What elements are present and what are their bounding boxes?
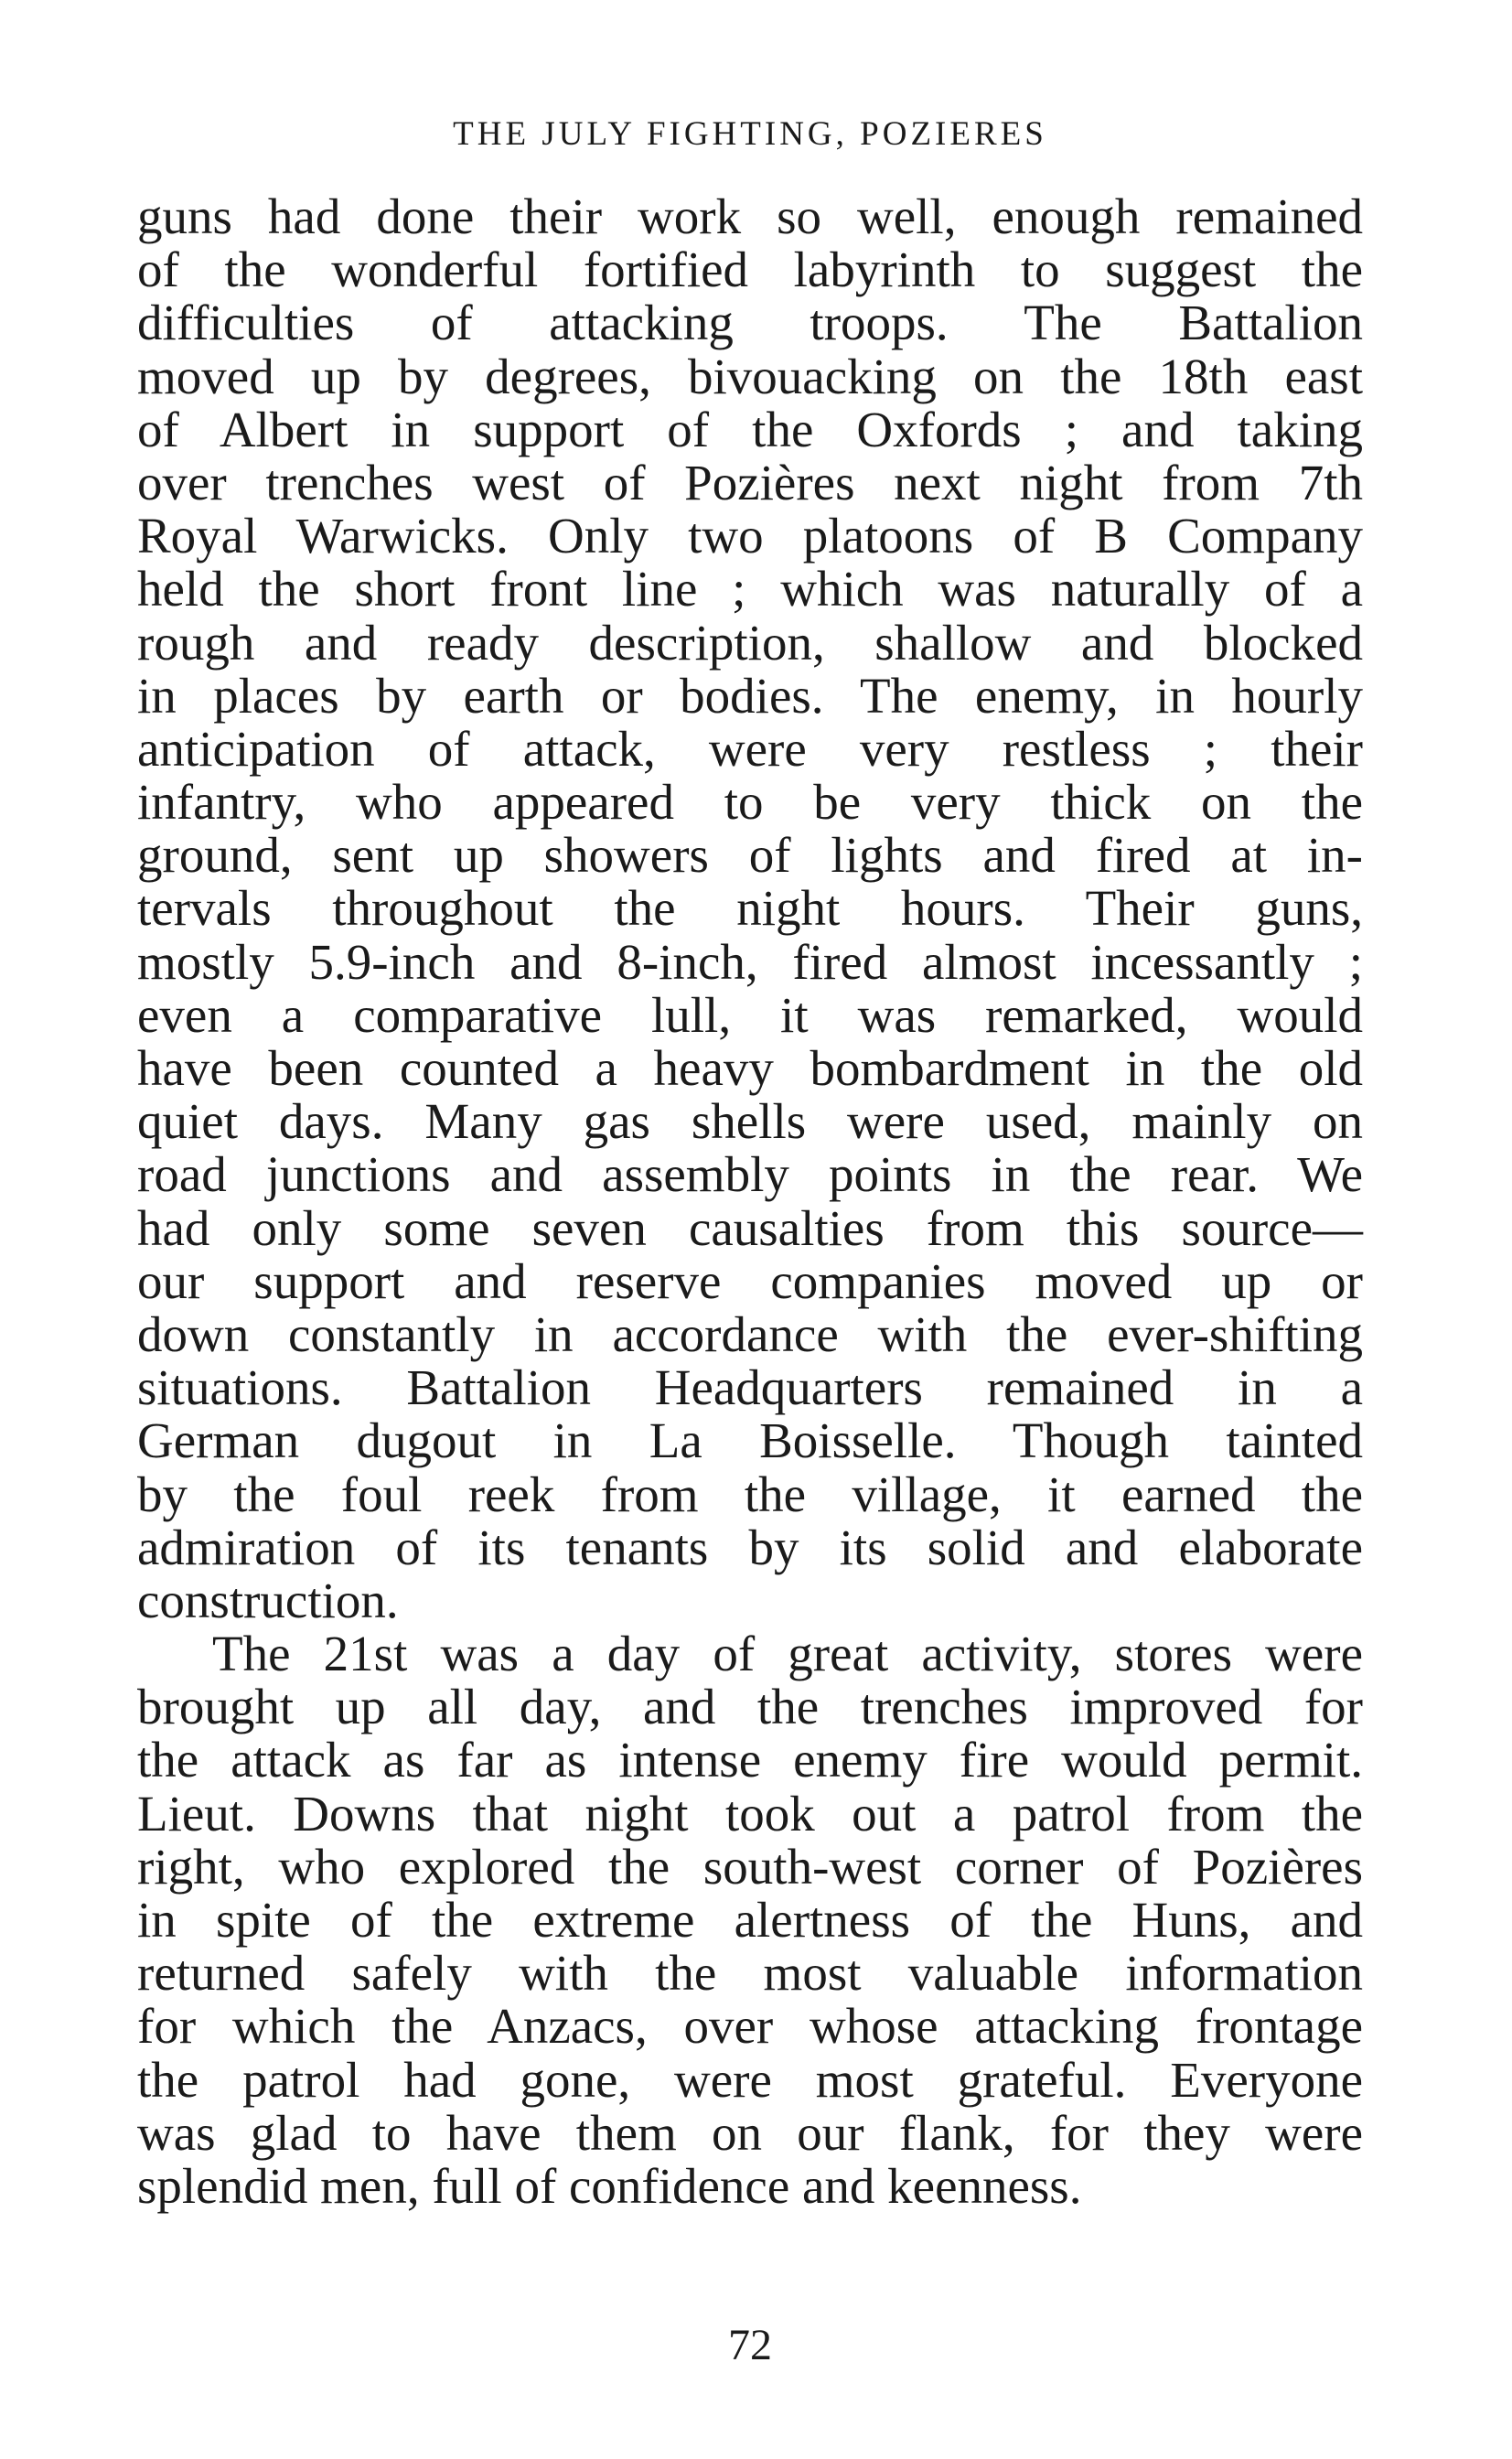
paragraph-line: difficulties of attacking troops. The Battalion	[137, 295, 1363, 351]
running-head: THE JULY FIGHTING, POZIERES	[453, 115, 1047, 153]
paragraph-line: right, who explored the south-west corner of Pozières	[137, 1838, 1363, 1895]
paragraph-line: have been counted a heavy bombardment in the old	[137, 1040, 1363, 1096]
paragraph-line: held the short front line ; which was naturally of a	[137, 561, 1363, 617]
paragraph-line: anticipation of attack, were very restless ; their	[137, 720, 1363, 777]
paragraph-line: of the wonderful fortified labyrinth to suggest the	[137, 242, 1363, 298]
paragraph-line: construction.	[137, 1572, 399, 1628]
paragraph-line: in places by earth or bodies. The enemy, in hourly	[137, 667, 1363, 724]
paragraph-line: situations. Battalion Headquarters remained in a	[137, 1359, 1363, 1416]
paragraph-line: even a comparative lull, it was remarked, would	[137, 986, 1363, 1043]
paragraph-line: rough and ready description, shallow and blocked	[137, 614, 1363, 671]
paragraph-line: Royal Warwicks. Only two platoons of B Company	[137, 508, 1363, 564]
paragraph-line: had only some seven causalties from this source—	[137, 1199, 1363, 1256]
paragraph-line: by the foul reek from the village, it earned the	[137, 1466, 1363, 1522]
paragraph-line: in spite of the extreme alertness of the Huns, and	[137, 1892, 1363, 1948]
paragraph-line: admiration of its tenants by its solid and elaborate	[137, 1519, 1363, 1575]
paragraph-line: ground, sent up showers of lights and fired at in-	[137, 827, 1363, 884]
paragraph-line: tervals throughout the night hours. Their guns,	[137, 880, 1363, 937]
paragraph-line: splendid men, full of confidence and keenness.	[137, 2157, 1082, 2214]
paragraph-line: Lieut. Downs that night took out a patrol from the	[137, 1785, 1363, 1842]
paragraph-line: the patrol had gone, were most grateful. Everyone	[137, 2051, 1363, 2108]
paragraph-line: infantry, who appeared to be very thick on the	[137, 774, 1363, 831]
paragraph-line: road junctions and assembly points in the rear. We	[137, 1146, 1363, 1203]
paragraph-line: for which the Anzacs, over whose attacking frontage	[137, 1998, 1363, 2055]
paragraph-line: over trenches west of Pozières next night from 7th	[137, 454, 1363, 510]
paragraph-line: brought up all day, and the trenches improved for	[137, 1679, 1363, 1735]
paragraph-line: was glad to have them on our flank, for they were	[137, 2104, 1363, 2161]
paragraph-2-first-line: The 21st was a day of great activity, stores were	[212, 1626, 1363, 1682]
paragraph-line: the attack as far as intense enemy fire would permit.	[137, 1732, 1363, 1788]
paragraph-line: quiet days. Many gas shells were used, mainly on	[137, 1093, 1363, 1150]
paragraph-line: down constantly in accordance with the ever-shifting	[137, 1305, 1363, 1362]
body-text	[137, 190, 1363, 2213]
paragraph-line: of Albert in support of the Oxfords ; and taking	[137, 401, 1363, 457]
paragraph-line: moved up by degrees, bivouacking on the 18th east	[137, 348, 1363, 404]
paragraph-line: German dugout in La Boisselle. Though tainted	[137, 1412, 1363, 1469]
paragraph-line: returned safely with the most valuable information	[137, 1945, 1363, 2002]
paragraph-line: mostly 5.9-inch and 8-inch, fired almost incessantly ;	[137, 933, 1363, 990]
paragraph-line: our support and reserve companies moved up or	[137, 1252, 1363, 1309]
paragraph-1-first-line: guns had done their work so well, enough remained	[137, 188, 1363, 244]
page-number: 72	[728, 2321, 772, 2369]
